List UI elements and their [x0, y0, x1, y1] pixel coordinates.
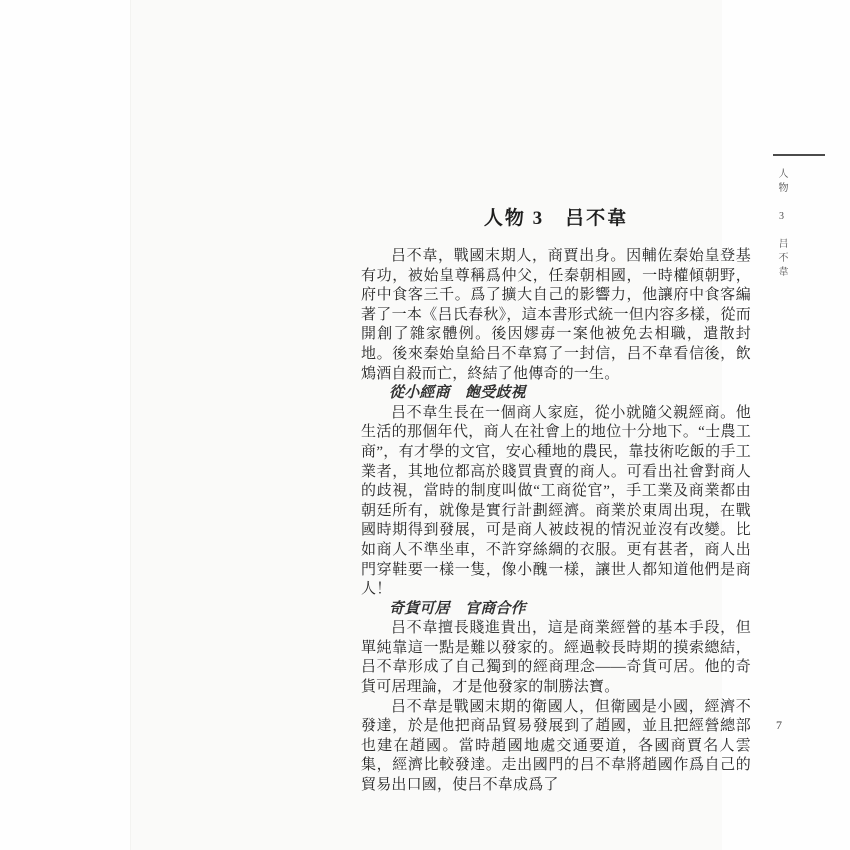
running-head [773, 154, 825, 308]
book-page [130, 0, 787, 850]
chapter-title: 人物 3 吕不韋 [483, 207, 629, 229]
body-paragraph: 吕不韋生長在一個商人家庭，從小就隨父親經商。他生活的那個年代，商人在社會上的地位十分地下。“士農工商”，有才學的文官，安心種地的農民，靠技術吃飯的手工業者，其地位都高於賤買貴賣的商人。可看出社會對商人的歧視，當時的制度叫做“工商從官”，手工業及商業都由朝廷所有，就像是實行計劃經濟。商業於東周出現，在戰國時期得到發展，可是商人被歧視的情況並沒有改變。比如商人不準坐車，不許穿絲綢的衣服。更有甚者，商人出門穿鞋要一樣一隻，像小醜一樣，讓世人都知道他們是商人！ [361, 404, 751, 598]
running-head-chapter: 人物 3 [776, 168, 787, 226]
body-text [361, 247, 751, 796]
running-head-rule [773, 154, 825, 156]
body-paragraph: 吕不韋是戰國末期的衛國人，但衛國是小國，經濟不發達，於是他把商品貿易發展到了趙國，並且把經營總部也建在趙國。當時趙國地處交通要道，各國商賈名人雲集，經濟比較發達。走出國門的吕不韋將趙國作爲自己的貿易出口國，使吕不韋成爲了 [361, 698, 751, 794]
section-subheading: 從小經商 飽受歧視 [389, 385, 526, 402]
body-paragraph: 吕不韋擅長賤進貴出，這是商業經營的基本手段，但單純靠這一點是難以發家的。經過較長時期的摸索總結，吕不韋形成了自己獨到的經商理念——奇貨可居。他的奇貨可居理論，才是他發家的制勝法寶。 [361, 620, 751, 696]
body-paragraph: 吕不韋，戰國末期人，商賈出身。因輔佐秦始皇登基有功，被始皇尊稱爲仲父，任秦朝相國，一時權傾朝野，府中食客三千。爲了擴大自己的影響力，他讓府中食客編著了一本《吕氏春秋》，這本書形式統一但内容多樣，從而開創了雜家體例。後因嫪毐一案他被免去相職，遣散封地。後來秦始皇給吕不韋寫了一封信，吕不韋看信後，飲鴆酒自殺而亡，終結了他傳奇的一生。 [361, 248, 751, 382]
page-number: 7 [776, 718, 782, 732]
running-head-vertical-text [774, 168, 789, 308]
section-subheading: 奇貨可居 官商合作 [389, 600, 526, 617]
running-head-name: 吕不韋 [776, 238, 787, 280]
